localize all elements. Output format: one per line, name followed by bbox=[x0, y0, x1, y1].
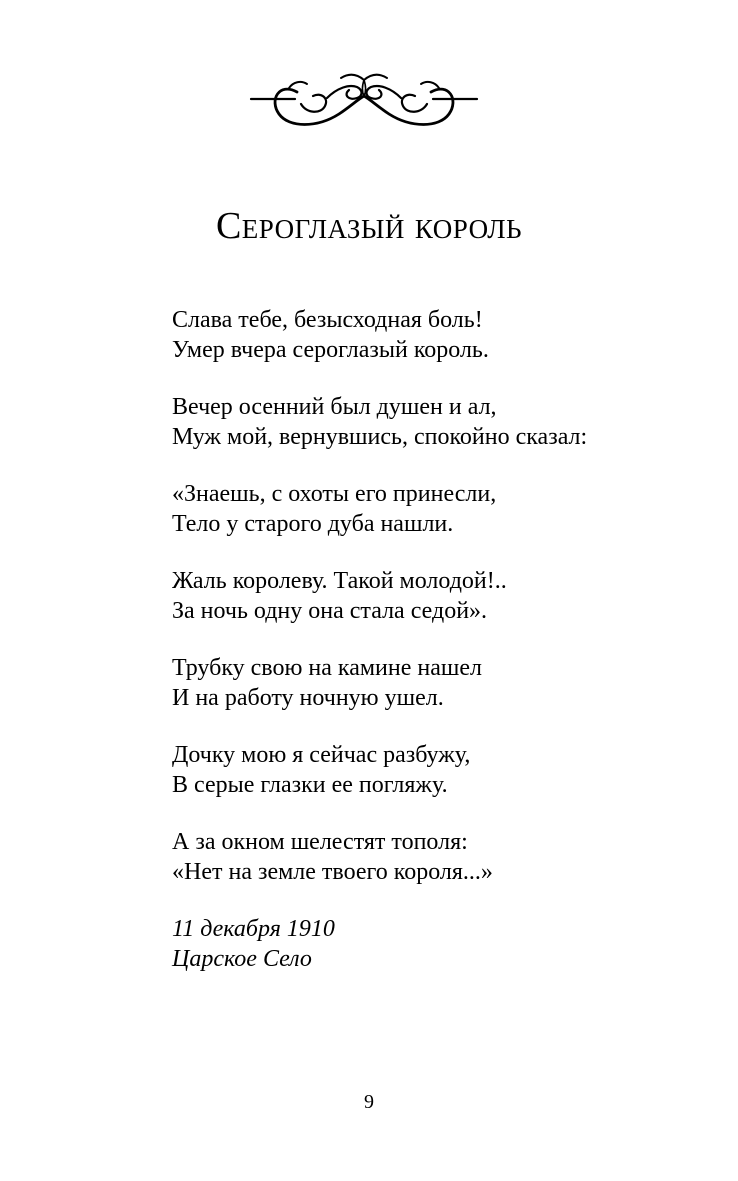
stanza bbox=[172, 479, 692, 539]
poem-line: Умер вчера сероглазый король. bbox=[172, 337, 489, 363]
poem-line: И на работу ночную ушел. bbox=[172, 685, 444, 711]
poem-line: В серые глазки ее погляжу. bbox=[172, 772, 448, 798]
poem-place: Царское Село bbox=[172, 946, 312, 972]
stanza bbox=[172, 740, 692, 800]
poem-line: Жаль королеву. Такой молодой!.. bbox=[172, 568, 507, 594]
stanza bbox=[172, 392, 692, 452]
poem-line: Муж мой, вернувшись, спокойно сказал: bbox=[172, 424, 588, 450]
poem-date: 11 декабря 1910 bbox=[172, 916, 335, 942]
poem-line: «Знаешь, с охоты его принесли, bbox=[172, 481, 497, 507]
flourish-ornament-icon bbox=[245, 70, 483, 132]
page-number: 9 bbox=[364, 1091, 374, 1113]
poem-title: Сероглазый король bbox=[215, 205, 523, 247]
poem-signature bbox=[172, 914, 692, 974]
poem-line: Дочку мою я сейчас разбужу, bbox=[172, 742, 471, 768]
poem-line: Трубку свою на камине нашел bbox=[172, 655, 482, 681]
stanza bbox=[172, 827, 692, 887]
poem-line: Тело у старого дуба нашли. bbox=[172, 511, 454, 537]
stanza bbox=[172, 305, 692, 365]
poem-line: За ночь одну она стала седой». bbox=[172, 598, 488, 624]
poem-line: Слава тебе, безысходная боль! bbox=[172, 307, 483, 333]
poem-line: А за окном шелестят тополя: bbox=[172, 829, 468, 855]
stanza bbox=[172, 566, 692, 626]
poem-body bbox=[172, 305, 692, 974]
poem-line: «Нет на земле твоего короля...» bbox=[172, 859, 493, 885]
poem-line: Вечер осенний был душен и ал, bbox=[172, 394, 497, 420]
stanza bbox=[172, 653, 692, 713]
